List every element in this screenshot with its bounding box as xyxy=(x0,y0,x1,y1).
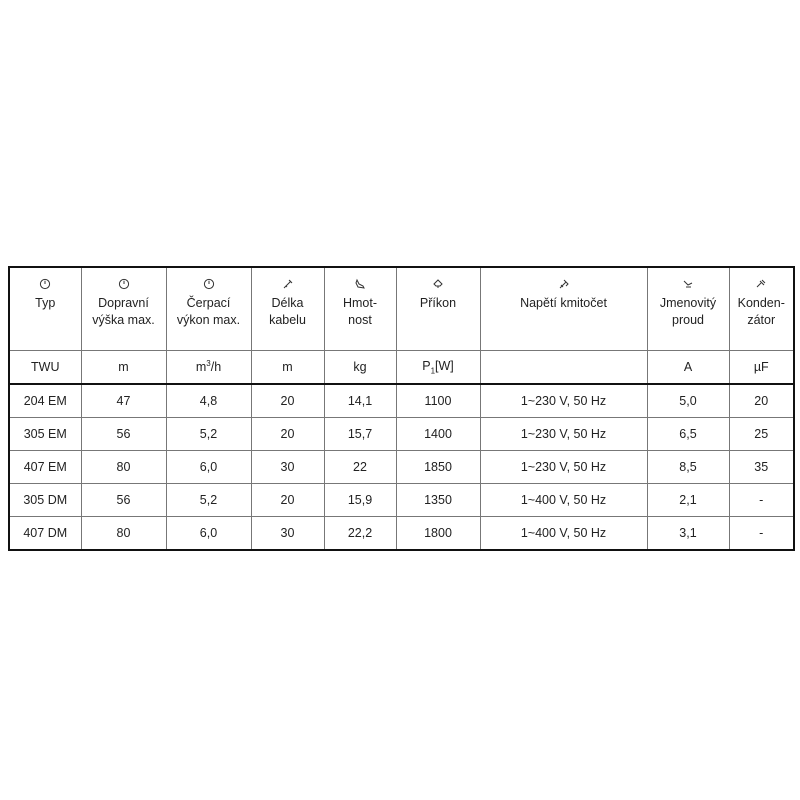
capacitor-icon xyxy=(730,278,794,291)
table-row xyxy=(9,451,794,484)
unit-base: P xyxy=(422,358,431,373)
table-cell: 80 xyxy=(81,451,166,484)
header-row xyxy=(9,267,794,351)
column-unit: m xyxy=(251,351,324,385)
cable-icon xyxy=(252,278,324,291)
column-header xyxy=(396,267,480,351)
model-cell: 407 EM xyxy=(9,451,81,484)
table-cell: 15,7 xyxy=(324,418,396,451)
table-cell: 56 xyxy=(81,484,166,517)
column-label: Délka kabelu xyxy=(269,296,306,327)
table-cell: 1~230 V, 50 Hz xyxy=(480,451,647,484)
table-cell: 2,1 xyxy=(647,484,729,517)
voltage-icon xyxy=(481,278,647,291)
column-header xyxy=(9,267,81,351)
table-cell: 3,1 xyxy=(647,517,729,551)
table-cell: 1~400 V, 50 Hz xyxy=(480,517,647,551)
table-cell: 5,2 xyxy=(166,484,251,517)
table-cell: 22,2 xyxy=(324,517,396,551)
table-cell: 25 xyxy=(729,418,794,451)
gauge-icon xyxy=(167,278,251,291)
unit-tail: /h xyxy=(210,360,222,375)
table-cell: 35 xyxy=(729,451,794,484)
table-cell: 15,9 xyxy=(324,484,396,517)
current-icon xyxy=(648,278,729,291)
model-cell: 407 DM xyxy=(9,517,81,551)
column-label: Příkon xyxy=(419,296,457,310)
model-cell: 305 DM xyxy=(9,484,81,517)
table-cell: 1100 xyxy=(396,384,480,418)
table-cell: 30 xyxy=(251,451,324,484)
column-unit xyxy=(166,351,251,385)
table-cell: 1~230 V, 50 Hz xyxy=(480,418,647,451)
unit-subscript: 1 xyxy=(430,366,436,376)
column-label: Dopravní výška max. xyxy=(92,296,155,327)
table-cell: 1800 xyxy=(396,517,480,551)
column-unit: kg xyxy=(324,351,396,385)
table-cell: 1850 xyxy=(396,451,480,484)
column-label: Hmot- nost xyxy=(342,296,378,327)
spec-table-container xyxy=(8,266,793,551)
pump-spec-table xyxy=(8,266,795,551)
table-cell: 22 xyxy=(324,451,396,484)
table-cell: 80 xyxy=(81,517,166,551)
column-unit: TWU xyxy=(9,351,81,385)
column-unit: µF xyxy=(729,351,794,385)
table-cell: 1400 xyxy=(396,418,480,451)
table-cell: 1350 xyxy=(396,484,480,517)
table-cell: 20 xyxy=(251,418,324,451)
model-cell: 204 EM xyxy=(9,384,81,418)
column-header xyxy=(647,267,729,351)
gauge-icon xyxy=(10,278,81,291)
table-cell: 8,5 xyxy=(647,451,729,484)
table-cell: 6,5 xyxy=(647,418,729,451)
table-cell: 47 xyxy=(81,384,166,418)
unit-base: m xyxy=(195,360,207,375)
column-header xyxy=(251,267,324,351)
table-cell: 6,0 xyxy=(166,517,251,551)
table-cell: 20 xyxy=(251,484,324,517)
column-unit xyxy=(396,351,480,385)
table-cell: 5,2 xyxy=(166,418,251,451)
table-row xyxy=(9,418,794,451)
table-cell: 6,0 xyxy=(166,451,251,484)
column-unit: m xyxy=(81,351,166,385)
column-header xyxy=(324,267,396,351)
unit-tail: [W] xyxy=(435,358,454,373)
column-header xyxy=(480,267,647,351)
table-cell: 14,1 xyxy=(324,384,396,418)
table-cell: 4,8 xyxy=(166,384,251,418)
column-label: Napětí kmitočet xyxy=(520,296,607,310)
unit-row xyxy=(9,351,794,385)
table-row xyxy=(9,517,794,551)
model-cell: 305 EM xyxy=(9,418,81,451)
plug-icon xyxy=(397,278,480,291)
table-cell: 20 xyxy=(729,384,794,418)
table-cell: 1~400 V, 50 Hz xyxy=(480,484,647,517)
column-header xyxy=(166,267,251,351)
table-cell: - xyxy=(729,517,794,551)
table-cell: 1~230 V, 50 Hz xyxy=(480,384,647,418)
column-label: Konden- zátor xyxy=(737,296,785,327)
table-cell: 20 xyxy=(251,384,324,418)
table-cell: - xyxy=(729,484,794,517)
unit-superscript: 3 xyxy=(206,359,211,369)
table-row xyxy=(9,384,794,418)
table-cell: 5,0 xyxy=(647,384,729,418)
column-header xyxy=(729,267,794,351)
column-label: Typ xyxy=(35,296,56,310)
gauge-icon xyxy=(82,278,166,291)
column-unit: A xyxy=(647,351,729,385)
table-cell: 30 xyxy=(251,517,324,551)
column-unit xyxy=(480,351,647,385)
weight-icon xyxy=(325,278,396,291)
table-cell: 56 xyxy=(81,418,166,451)
table-row xyxy=(9,484,794,517)
column-label: Čerpací výkon max. xyxy=(176,296,241,327)
column-header xyxy=(81,267,166,351)
column-label: Jmenovitý proud xyxy=(659,296,717,327)
